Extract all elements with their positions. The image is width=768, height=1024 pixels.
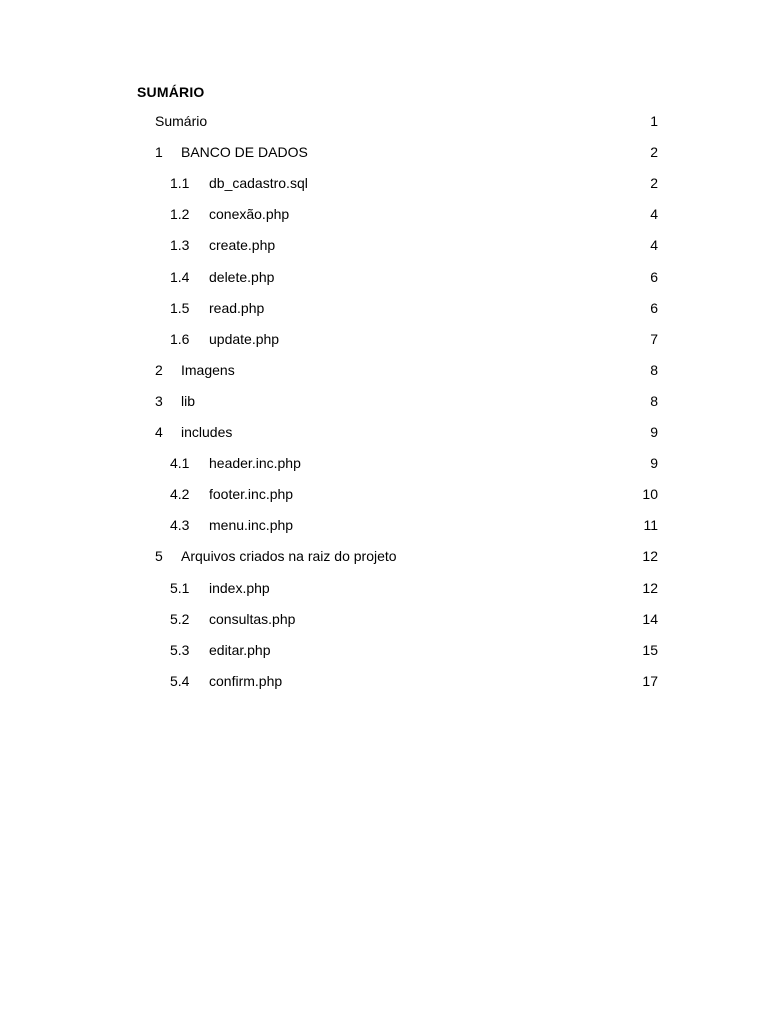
toc-entry-label: delete.php (209, 269, 275, 285)
toc-entry-page-number: 4 (650, 206, 658, 222)
toc-entry[interactable] (170, 579, 658, 597)
toc-entry-page-number: 11 (643, 517, 658, 533)
toc-entry-number: 2 (155, 362, 163, 378)
toc-entry-label: editar.php (209, 642, 271, 658)
toc-entry-number: 1.3 (170, 237, 190, 253)
toc-entry[interactable] (155, 361, 658, 379)
toc-entry[interactable] (170, 236, 658, 254)
toc-entry-label: footer.inc.php (209, 486, 294, 502)
toc-entry-number: 5.4 (170, 673, 190, 689)
toc-entry[interactable] (170, 672, 658, 690)
toc-entry[interactable] (170, 205, 658, 223)
toc-entry-label: includes (181, 424, 233, 440)
toc-entry-label: db_cadastro.sql (209, 175, 308, 191)
toc-entry-label: header.inc.php (209, 455, 301, 471)
toc-entry-number: 5.3 (170, 642, 190, 658)
toc-entry-number: 4.3 (170, 517, 190, 533)
toc-entry-page-number: 10 (642, 486, 658, 502)
toc-entry-page-number: 17 (642, 673, 658, 689)
toc-entry[interactable] (170, 454, 658, 472)
toc-entry-label: lib (181, 393, 196, 409)
toc-entry-label: BANCO DE DADOS (181, 144, 308, 160)
toc-entry-page-number: 2 (650, 144, 658, 160)
toc-entry[interactable] (155, 112, 658, 130)
toc-entry-number: 4.2 (170, 486, 190, 502)
toc-entry-label: index.php (209, 580, 270, 596)
toc-entry[interactable] (170, 330, 658, 348)
toc-entry-label: conexão.php (209, 206, 290, 222)
toc-entry-page-number: 9 (650, 424, 658, 440)
toc-entry-label: read.php (209, 300, 265, 316)
toc-entry[interactable] (155, 392, 658, 410)
toc-entry-page-number: 9 (650, 455, 658, 471)
toc-entry-label: menu.inc.php (209, 517, 294, 533)
toc-entry[interactable] (170, 268, 658, 286)
toc-entry-page-number: 8 (650, 393, 658, 409)
toc-heading: SUMÁRIO (137, 84, 205, 100)
toc-entry[interactable] (170, 516, 658, 534)
toc-entry-number: 1.6 (170, 331, 190, 347)
toc-entry-label: consultas.php (209, 611, 296, 627)
toc-entry[interactable] (170, 299, 658, 317)
toc-entry-label: Sumário (155, 113, 208, 129)
toc-entry[interactable] (170, 174, 658, 192)
toc-entry[interactable] (155, 547, 658, 565)
toc-entry-page-number: 12 (642, 548, 658, 564)
toc-entry-page-number: 6 (650, 300, 658, 316)
toc-entry-number: 1.1 (170, 175, 190, 191)
toc-entry-number: 1.5 (170, 300, 190, 316)
toc-entry-label: create.php (209, 237, 276, 253)
toc-entry-number: 5.2 (170, 611, 190, 627)
toc-entry-label: confirm.php (209, 673, 283, 689)
toc-entry-number: 1.4 (170, 269, 190, 285)
toc-entry-number: 3 (155, 393, 163, 409)
toc-entry-page-number: 2 (650, 175, 658, 191)
toc-entry-page-number: 7 (650, 331, 658, 347)
toc-entry-number: 5 (155, 548, 163, 564)
toc-entry-page-number: 6 (650, 269, 658, 285)
toc-entry-number: 1 (155, 144, 163, 160)
toc-entry-number: 5.1 (170, 580, 190, 596)
toc-entry-page-number: 15 (642, 642, 658, 658)
toc-entry-number: 1.2 (170, 206, 190, 222)
toc-entry[interactable] (170, 610, 658, 628)
toc-entry-page-number: 8 (650, 362, 658, 378)
toc-entry-number: 4 (155, 424, 163, 440)
toc-entry-number: 4.1 (170, 455, 190, 471)
toc-entry-page-number: 12 (642, 580, 658, 596)
toc-entry-label: Arquivos criados na raiz do projeto (181, 548, 397, 564)
toc-entry-page-number: 1 (650, 113, 658, 129)
toc-entry[interactable] (170, 485, 658, 503)
toc-entry-page-number: 4 (650, 237, 658, 253)
toc-entry[interactable] (155, 143, 658, 161)
toc-entry[interactable] (170, 641, 658, 659)
toc-entry[interactable] (155, 423, 658, 441)
toc-entry-page-number: 14 (642, 611, 658, 627)
toc-entry-label: Imagens (181, 362, 235, 378)
toc-entry-label: update.php (209, 331, 280, 347)
